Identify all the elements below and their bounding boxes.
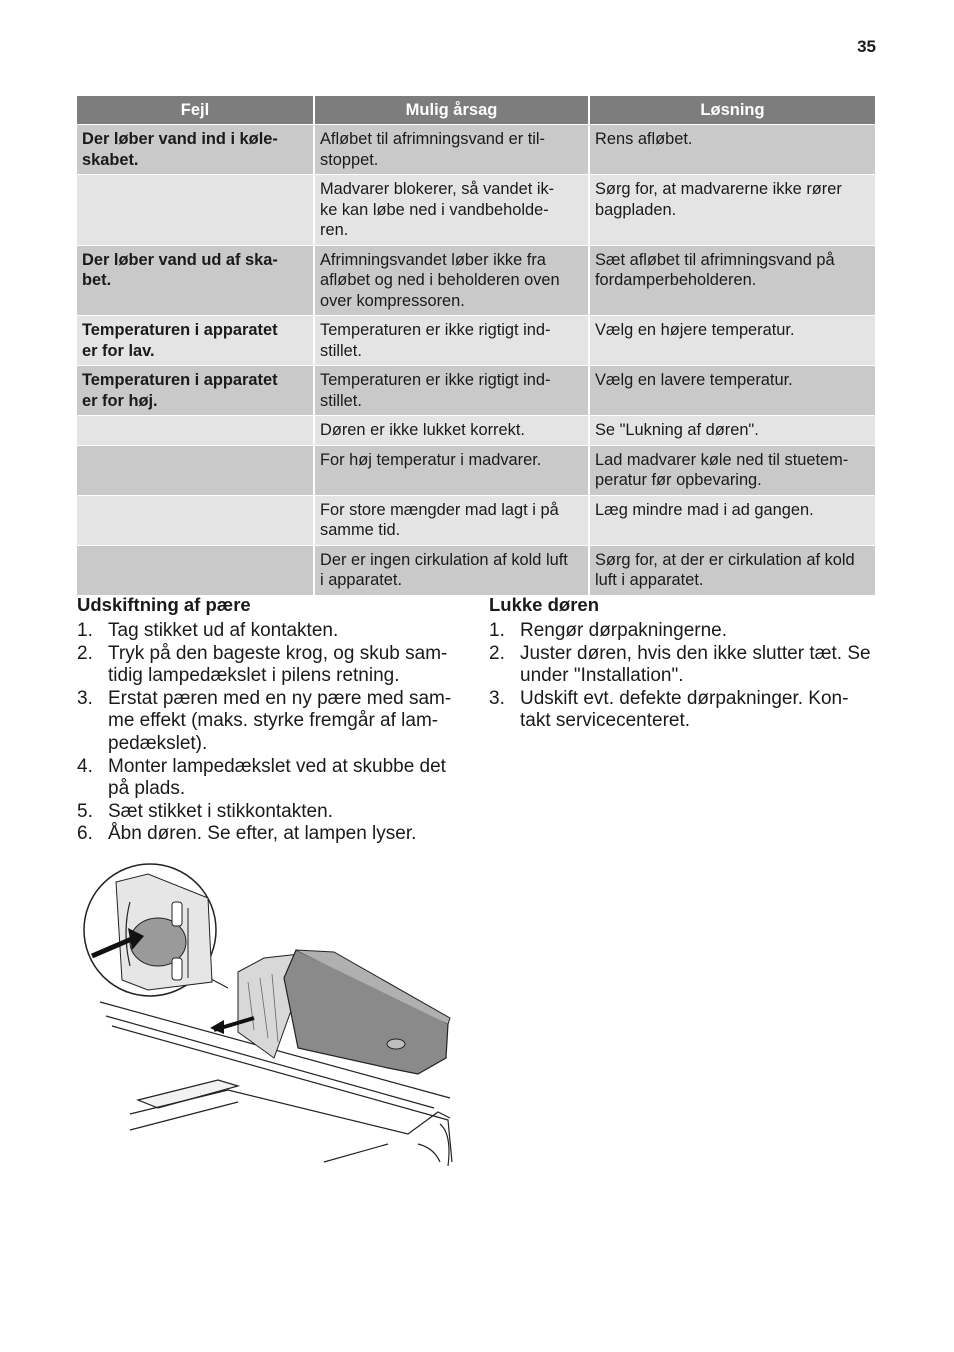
table-row [77,545,875,595]
step-number: 3. [77,687,93,709]
step-number: 2. [77,642,93,664]
replace-bulb-step [77,620,469,643]
close-door-step [489,688,881,733]
table-row [77,175,875,246]
rail-line [130,1102,238,1130]
replace-bulb-step [77,823,469,846]
solution-cell: Sæt afløbet til afrimningsvand på fordamperbeholderen. [589,245,875,316]
solution-cell: Se "Lukning af døren". [589,416,875,446]
solution-cell: Lad madvarer køle ned til stuetem- peratur før opbevaring. [589,445,875,495]
cause-cell: For høj temperatur i madvarer. [314,445,589,495]
solution-cell: Vælg en højere temperatur. [589,316,875,366]
replace-bulb-step [77,643,469,688]
solution-cell: Rens afløbet. [589,125,875,175]
rail-line [324,1144,388,1162]
solution-cell: Vælg en lavere temperatur. [589,366,875,416]
fault-cell [77,416,314,446]
close-door-steps [489,620,881,733]
step-text: Sæt stikket i stikkontakten. [108,800,333,822]
table-row [77,125,875,175]
step-text: Åbn døren. Se efter, at lampen lyser. [108,823,417,845]
step-text: Tryk på den bageste krog, og skub sam- tidig lampedækslet i pilens retning. [108,642,448,687]
header-fault: Fejl [77,96,314,125]
detail-circle [84,864,228,996]
replace-bulb-step [77,688,469,756]
step-number: 1. [489,620,505,641]
step-text: Juster døren, hvis den ikke slutter tæt. Se under "Installation". [520,642,871,687]
rail-line [418,1144,440,1162]
fault-cell [77,495,314,545]
step-text: Udskift evt. defekte dørpakninger. Kon- takt servicecenteret. [520,687,849,732]
step-number: 2. [489,642,505,664]
solution-cell: Læg mindre mad i ad gangen. [589,495,875,545]
replace-bulb-section [77,594,469,846]
cause-cell: Døren er ikke lukket korrekt. [314,416,589,446]
table-row [77,495,875,545]
step-text: Erstat pæren med en ny pære med sam- me effekt (maks. styrke fremgår af lam- pedækslet). [108,687,452,754]
solution-cell: Sørg for, at madvarerne ikke rører bagpladen. [589,175,875,246]
replace-bulb-steps [77,620,469,846]
table-row [77,416,875,446]
page-number: 35 [857,37,876,56]
close-door-step [489,620,881,643]
replace-bulb-step [77,801,469,824]
table-header-row [77,96,875,125]
table-row [77,316,875,366]
cause-cell: Der er ingen cirkulation af kold luft i apparatet. [314,545,589,595]
header-solution: Løsning [589,96,875,125]
step-number: 6. [77,823,93,845]
replace-bulb-title: Udskiftning af pære [77,594,251,615]
replace-bulb-step [77,756,469,801]
step-number: 3. [489,687,505,709]
fault-cell: Temperaturen i apparatet er for lav. [77,316,314,366]
pull-arrow-head [210,1020,224,1034]
step-text: Rengør dørpakningerne. [520,620,727,641]
table-row [77,245,875,316]
fault-cell: Der løber vand ud af ska- bet. [77,245,314,316]
fault-cell: Der løber vand ind i køle- skabet. [77,125,314,175]
lamp-cover-illustration [78,862,453,1170]
close-door-step [489,643,881,688]
fault-cell: Temperaturen i apparatet er for høj. [77,366,314,416]
cause-cell: Afløbet til afrimningsvand er til- stoppet. [314,125,589,175]
step-number: 4. [77,755,93,777]
solution-cell: Sørg for, at der er cirkulation af kold luft i apparatet. [589,545,875,595]
step-text: Monter lampedækslet ved at skubbe det på plads. [108,755,446,800]
table-row [77,445,875,495]
close-door-section [489,594,881,733]
cause-cell: Madvarer blokerer, så vandet ik- ke kan løbe ned i vandbeholde- ren. [314,175,589,246]
cause-cell: Temperaturen er ikke rigtigt ind- stillet. [314,366,589,416]
cause-cell: Temperaturen er ikke rigtigt ind- stillet. [314,316,589,366]
troubleshooting-table [77,96,875,595]
fault-cell [77,545,314,595]
fault-cell [77,445,314,495]
cause-cell: Afrimningsvandet løber ikke fra afløbet og ned i beholderen oven over kompressoren. [314,245,589,316]
rail-piece [138,1080,238,1108]
table-row [77,366,875,416]
cause-cell: For store mængder mad lagt i på samme tid. [314,495,589,545]
fault-cell [77,175,314,246]
rail-line [440,1124,449,1166]
step-text: Tag stikket ud af kontakten. [108,620,339,641]
close-door-title: Lukke døren [489,594,599,615]
step-number: 5. [77,800,93,822]
step-number: 1. [77,620,93,641]
header-cause: Mulig årsag [314,96,589,125]
